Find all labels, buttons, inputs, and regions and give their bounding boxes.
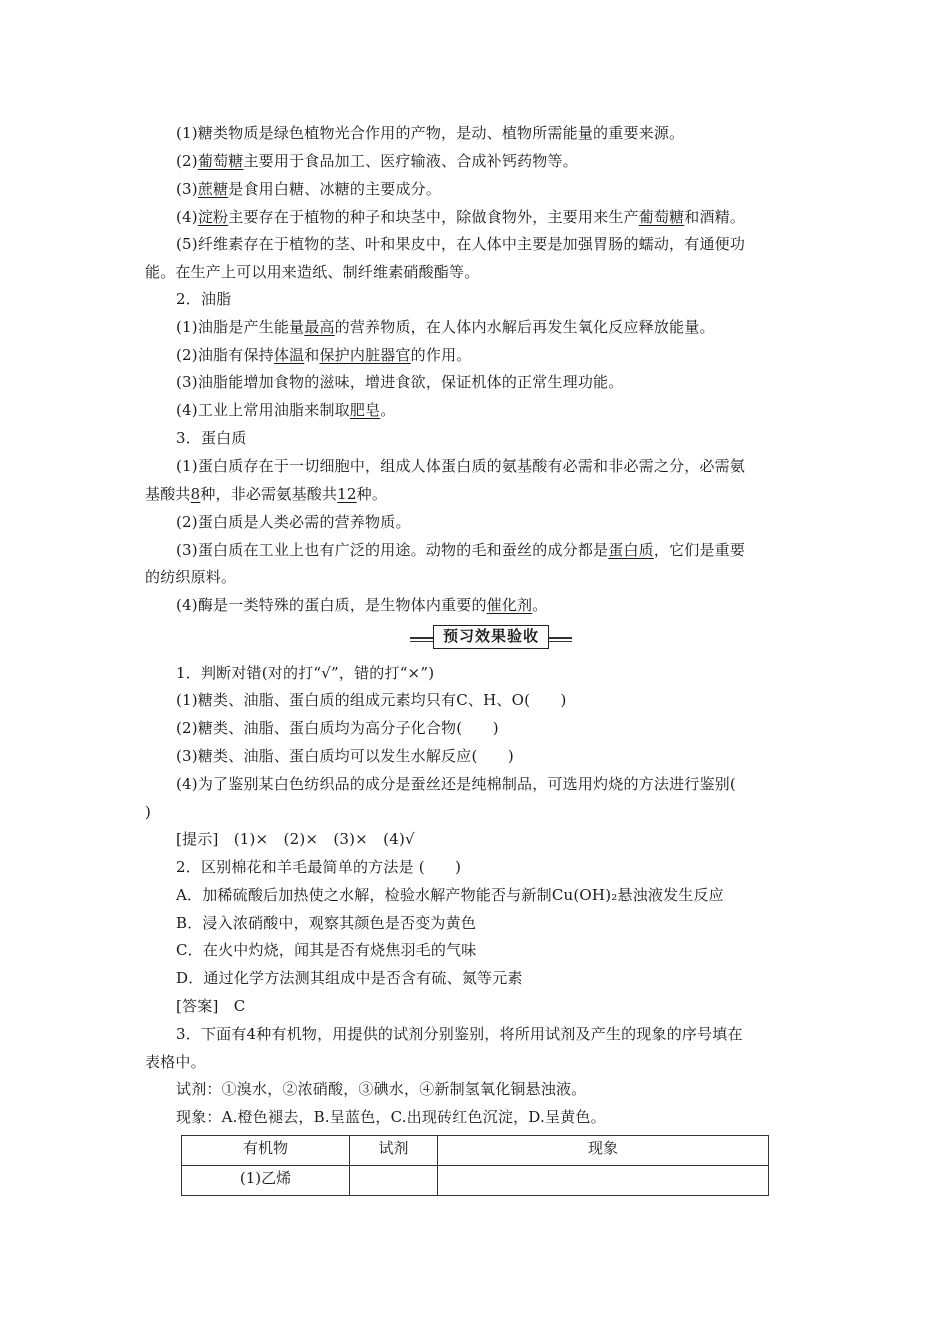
protein-item-1-line2 [145,484,810,504]
sugar-item-3 [176,179,810,199]
q2-option-b: B．浸入浓硝酸中，观察其颜色是否变为黄色 [176,914,477,932]
q1-item-3: (3)糖类、油脂、蛋白质均可以发生水解反应( ) [176,747,514,765]
text: 主要存在于植物的种子和块茎中，除做食物外，主要用来生产 [228,208,639,226]
text: (3)蛋白质在工业上也有广泛的用途。动物的毛和蚕丝的成分都是 [176,541,609,559]
sugar-item-1: (1)糖类物质是绿色植物光合作用的产物，是动、植物所需能量的重要来源。 [176,124,685,142]
answer-blank: 葡萄糖 [197,152,244,170]
answer-blank: 最高 [304,318,335,336]
q2-option-a: A．加稀硫酸后加热使之水解，检验水解产物能否与新制Cu(OH)₂悬浊液发生反应 [176,886,724,904]
q2-answer: [答案] C [176,997,246,1015]
text: (4) [176,208,198,226]
answer-blank: 12 [337,485,357,503]
text: 。 [380,401,396,419]
text: 主要用于食品加工、医疗输液、合成补钙药物等。 [243,152,578,170]
text: (2) [176,152,198,170]
q1-item-1: (1)糖类、油脂、蛋白质的组成元素均只有C、H、O( ) [176,691,567,709]
answer-blank: 淀粉 [197,208,229,226]
table-header-row [182,1136,769,1166]
text: (3) [176,180,198,198]
table-cell [438,1166,769,1196]
q1-stem: 1．判断对错(对的打“√”，错的打“×”) [176,664,435,682]
answer-blank: 保护内脏器官 [319,346,411,364]
sugar-item-5-line1: (5)纤维素存在于植物的茎、叶和果皮中，在人体中主要是加强胃肠的蠕动，有通便功 [176,235,746,253]
text: (4)酶是一类特殊的蛋白质，是生物体内重要的 [176,596,487,614]
fats-heading: 2．油脂 [176,290,232,308]
q3-reagents: 试剂：①溴水，②浓硝酸，③碘水，④新制氢氧化铜悬浊液。 [176,1080,587,1098]
protein-item-3-line2: 的纺织原料。 [145,568,237,586]
table-header-cell: 有机物 [182,1136,350,1166]
text: 种，非必需氨基酸共 [200,485,338,503]
sugar-item-4 [176,207,810,227]
q1-hint: [提示] (1)× (2)× (3)× (4)√ [176,830,415,848]
fat-item-4 [176,400,810,420]
fat-item-1 [176,317,810,337]
fat-item-3: (3)油脂能增加食物的滋味，增进食欲，保证机体的正常生理功能。 [176,373,624,391]
answer-blank: 8 [190,485,201,503]
table-cell [350,1166,438,1196]
text: ，它们是重要 [653,541,746,559]
sugar-item-5-line2: 能。在生产上可以用来造纸、制纤维素硝酸酯等。 [145,263,480,281]
protein-item-2: (2)蛋白质是人类必需的营养物质。 [176,513,411,531]
text: 的营养物质，在人体内水解后再发生氧化反应释放能量。 [334,318,715,336]
proteins-heading: 3．蛋白质 [176,429,247,447]
protein-item-4 [176,595,810,615]
q2-stem: 2．区别棉花和羊毛最简单的方法是 ( ) [176,858,462,876]
answer-table [181,1135,769,1196]
text: (2)油脂有保持 [176,346,274,364]
q2-option-c: C．在火中灼烧，闻其是否有烧焦羽毛的气味 [176,941,477,959]
q3-phenomena: 现象：A.橙色褪去，B.呈蓝色，C.出现砖红色沉淀，D.呈黄色。 [176,1108,606,1126]
table-cell: (1)乙烯 [182,1166,350,1196]
text: 种。 [356,485,388,503]
answer-blank: 肥皂 [349,401,381,419]
q3-stem-line1: 3．下面有4种有机物，用提供的试剂分别鉴别，将所用试剂及产生的现象的序号填在 [176,1025,743,1043]
table-header-cell: 试剂 [350,1136,438,1166]
protein-item-3-line1 [176,540,810,560]
text: 和 [304,346,320,364]
answer-blank: 体温 [273,346,305,364]
fat-item-2 [176,345,810,365]
text: (4)工业上常用油脂来制取 [176,401,350,419]
answer-blank: 蔗糖 [197,180,229,198]
q1-item-4-line1: (4)为了鉴别某白色纺织品的成分是蚕丝还是纯棉制品，可选用灼烧的方法进行鉴别( [176,775,736,793]
text: 基酸共 [145,485,191,503]
banner-title: 预习效果验收 [433,625,549,649]
q1-item-2: (2)糖类、油脂、蛋白质均为高分子化合物( ) [176,719,499,737]
section-banner [410,625,572,651]
table-header-cell: 现象 [438,1136,769,1166]
answer-blank: 催化剂 [486,596,533,614]
text: 是食用白糖、冰糖的主要成分。 [228,180,442,198]
answer-blank: 蛋白质 [608,541,654,559]
q2-option-d: D．通过化学方法测其组成中是否含有硫、氮等元素 [176,969,523,987]
text: 和酒精。 [684,208,746,226]
text: 。 [532,596,548,614]
sugar-item-2 [176,151,810,171]
text: 的作用。 [410,346,472,364]
table-row [182,1166,769,1196]
text: (1)油脂是产生能量 [176,318,305,336]
protein-item-1-line1: (1)蛋白质存在于一切细胞中，组成人体蛋白质的氨基酸有必需和非必需之分，必需氨 [176,457,746,475]
q1-item-4-line2: ) [145,803,152,821]
q3-stem-line2: 表格中。 [145,1053,206,1071]
answer-blank: 葡萄糖 [638,208,685,226]
